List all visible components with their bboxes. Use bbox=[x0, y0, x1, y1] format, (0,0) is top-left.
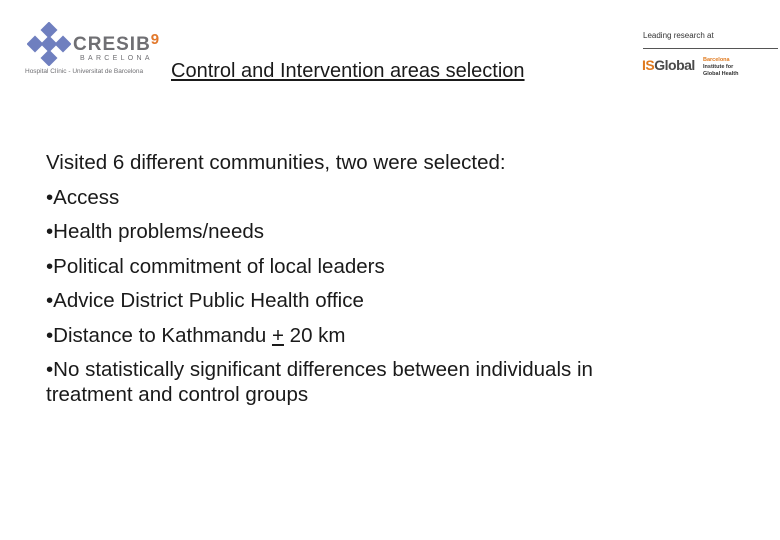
leading-research-label: Leading research at bbox=[643, 31, 714, 40]
header-divider bbox=[643, 48, 778, 49]
slide-title: Control and Intervention areas selection bbox=[171, 60, 525, 82]
bullet-item: •No statistically significant differences between individuals in bbox=[46, 358, 593, 381]
isglobal-institute: Institute for Global Health bbox=[703, 64, 739, 77]
cresib-wordmark: CRESIB$^9$ bbox=[73, 31, 161, 55]
isglobal-logo bbox=[642, 56, 762, 82]
cresib-cross-icon bbox=[27, 22, 71, 66]
bullet-item-continuation: treatment and control groups bbox=[46, 382, 309, 406]
bullet-item: •Political commitment of local leaders bbox=[46, 254, 385, 278]
cresib-subtitle: Hospital Clínic - Universitat de Barcelona bbox=[25, 68, 144, 75]
cresib-city: BARCELONA bbox=[80, 55, 153, 62]
isglobal-wordmark: ISGlobal bbox=[642, 57, 695, 73]
bullet-item-distance: •Distance to Kathmandu + 20 km bbox=[46, 323, 346, 347]
bullet-item: •Access bbox=[46, 185, 120, 209]
bullet-item: •Health problems/needs bbox=[46, 220, 264, 243]
bullet-item: •Advice District Public Health office bbox=[46, 289, 364, 312]
cresib-logo bbox=[25, 22, 161, 78]
isglobal-city: Barcelona bbox=[703, 57, 730, 63]
slide-body bbox=[46, 146, 726, 407]
intro-text: Visited 6 different communities, two were selected: bbox=[46, 151, 506, 174]
